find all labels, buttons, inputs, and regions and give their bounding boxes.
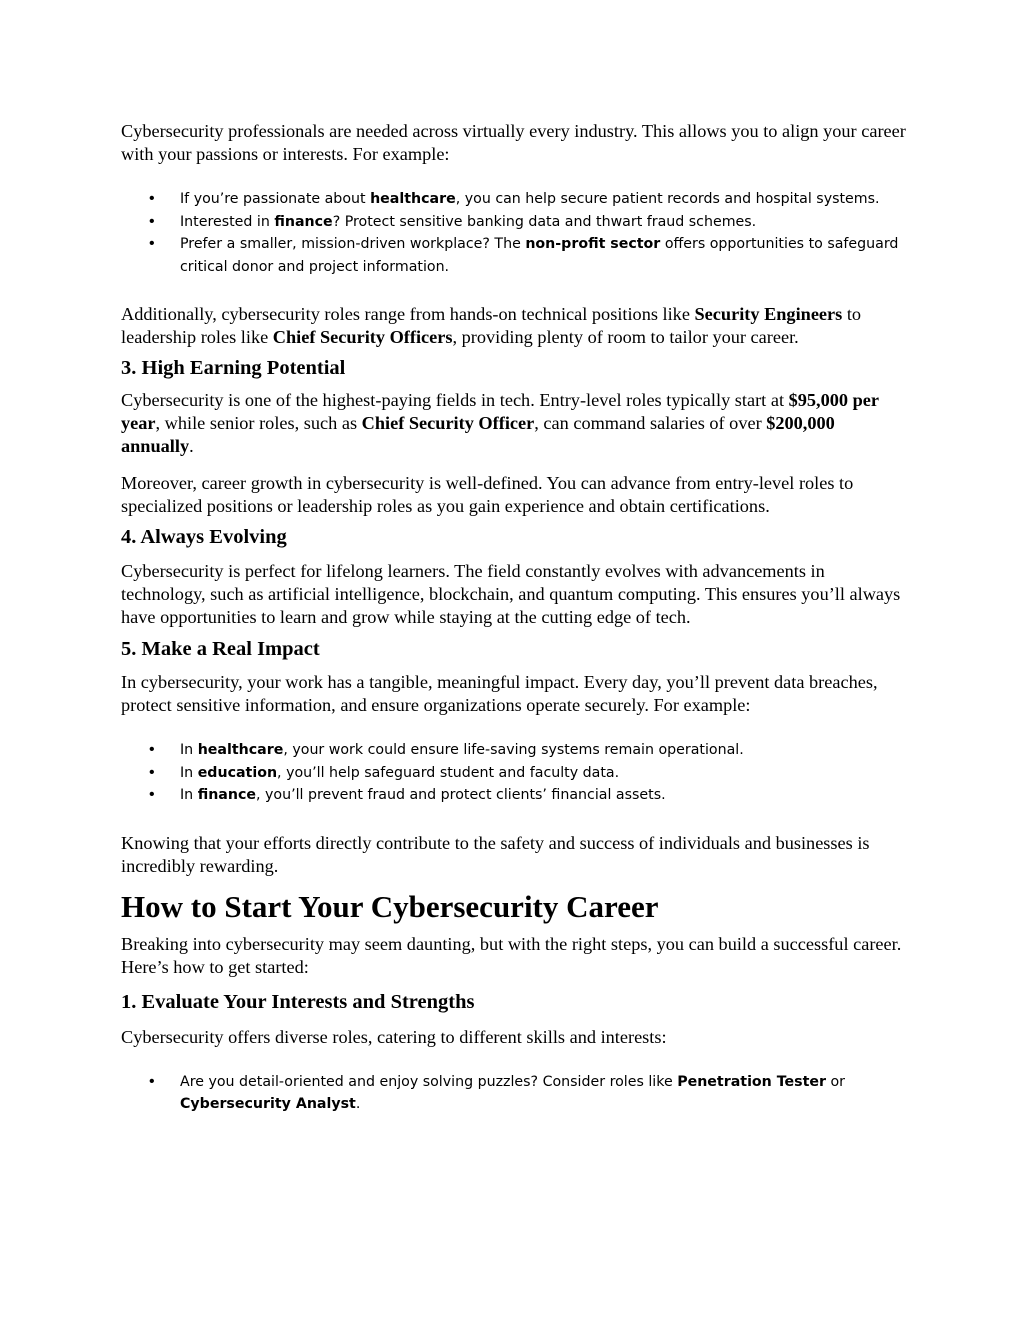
list-item: • Are you detail-oriented and enjoy solving puzzles? Consider roles like Penetration Tester or Cybersecurity Analyst. xyxy=(121,1071,911,1116)
evolving-paragraph: Cybersecurity is perfect for lifelong learners. The field constantly evolves with advancements in technology, such as artificial intelligence, blockchain, and quantum computing. This ensures you’ll always have opportunities to learn and grow while staying at the cutting edge of tech. xyxy=(121,561,901,627)
rewarding-paragraph: Knowing that your efforts directly contribute to the safety and success of individuals and businesses is incredibly rewarding. xyxy=(121,832,870,876)
intro-paragraph: Cybersecurity professionals are needed across virtually every industry. This allows you to align your career with your passions or interests. For example: xyxy=(121,121,906,164)
roles-intro-paragraph: Cybersecurity offers diverse roles, catering to different skills and interests: xyxy=(121,1026,667,1047)
earning-paragraph: Cybersecurity is one of the highest-paying fields in tech. Entry-level roles typically start at $95,000 per year, while senior roles, such as Chief Security Officer, can command salaries of over $200,000 annually. xyxy=(121,390,879,456)
section-heading: 5. Make a Real Impact xyxy=(121,638,320,660)
list-item: • In education, you’ll help safeguard student and faculty data. xyxy=(121,762,911,785)
growth-paragraph: Moreover, career growth in cybersecurity is well-defined. You can advance from entry-level roles to specialized positions or leadership roles as you gain experience and obtain certifications. xyxy=(121,473,854,516)
list-item: • If you’re passionate about healthcare, you can help secure patient records and hospital systems. xyxy=(121,188,911,211)
document-page xyxy=(121,120,911,1116)
industry-list xyxy=(121,188,911,278)
roles-list xyxy=(121,1071,911,1116)
impact-paragraph: In cybersecurity, your work has a tangible, meaningful impact. Every day, you’ll prevent data breaches, protect sensitive information, and ensure organizations operate securely. For example: xyxy=(121,672,878,715)
start-paragraph: Breaking into cybersecurity may seem daunting, but with the right steps, you can build a successful career. Here’s how to get started: xyxy=(121,933,902,977)
list-item: • Interested in finance? Protect sensitive banking data and thwart fraud schemes. xyxy=(121,211,911,234)
list-item: • In healthcare, your work could ensure life-saving systems remain operational. xyxy=(121,739,911,762)
list-item: • Prefer a smaller, mission-driven workplace? The non-profit sector offers opportunities to safeguard critical donor and project information. xyxy=(121,233,911,278)
list-item: • In finance, you’ll prevent fraud and protect clients’ financial assets. xyxy=(121,784,911,807)
impact-list xyxy=(121,739,911,807)
section-heading: 3. High Earning Potential xyxy=(121,357,346,379)
section-heading: 1. Evaluate Your Interests and Strengths xyxy=(121,990,475,1013)
main-heading: How to Start Your Cybersecurity Career xyxy=(121,888,659,924)
section-heading: 4. Always Evolving xyxy=(121,526,287,548)
roles-paragraph: Additionally, cybersecurity roles range from hands-on technical positions like Security Engineers to leadership roles like Chief Security Officers, providing plenty of room to tailor your career. xyxy=(121,304,862,347)
